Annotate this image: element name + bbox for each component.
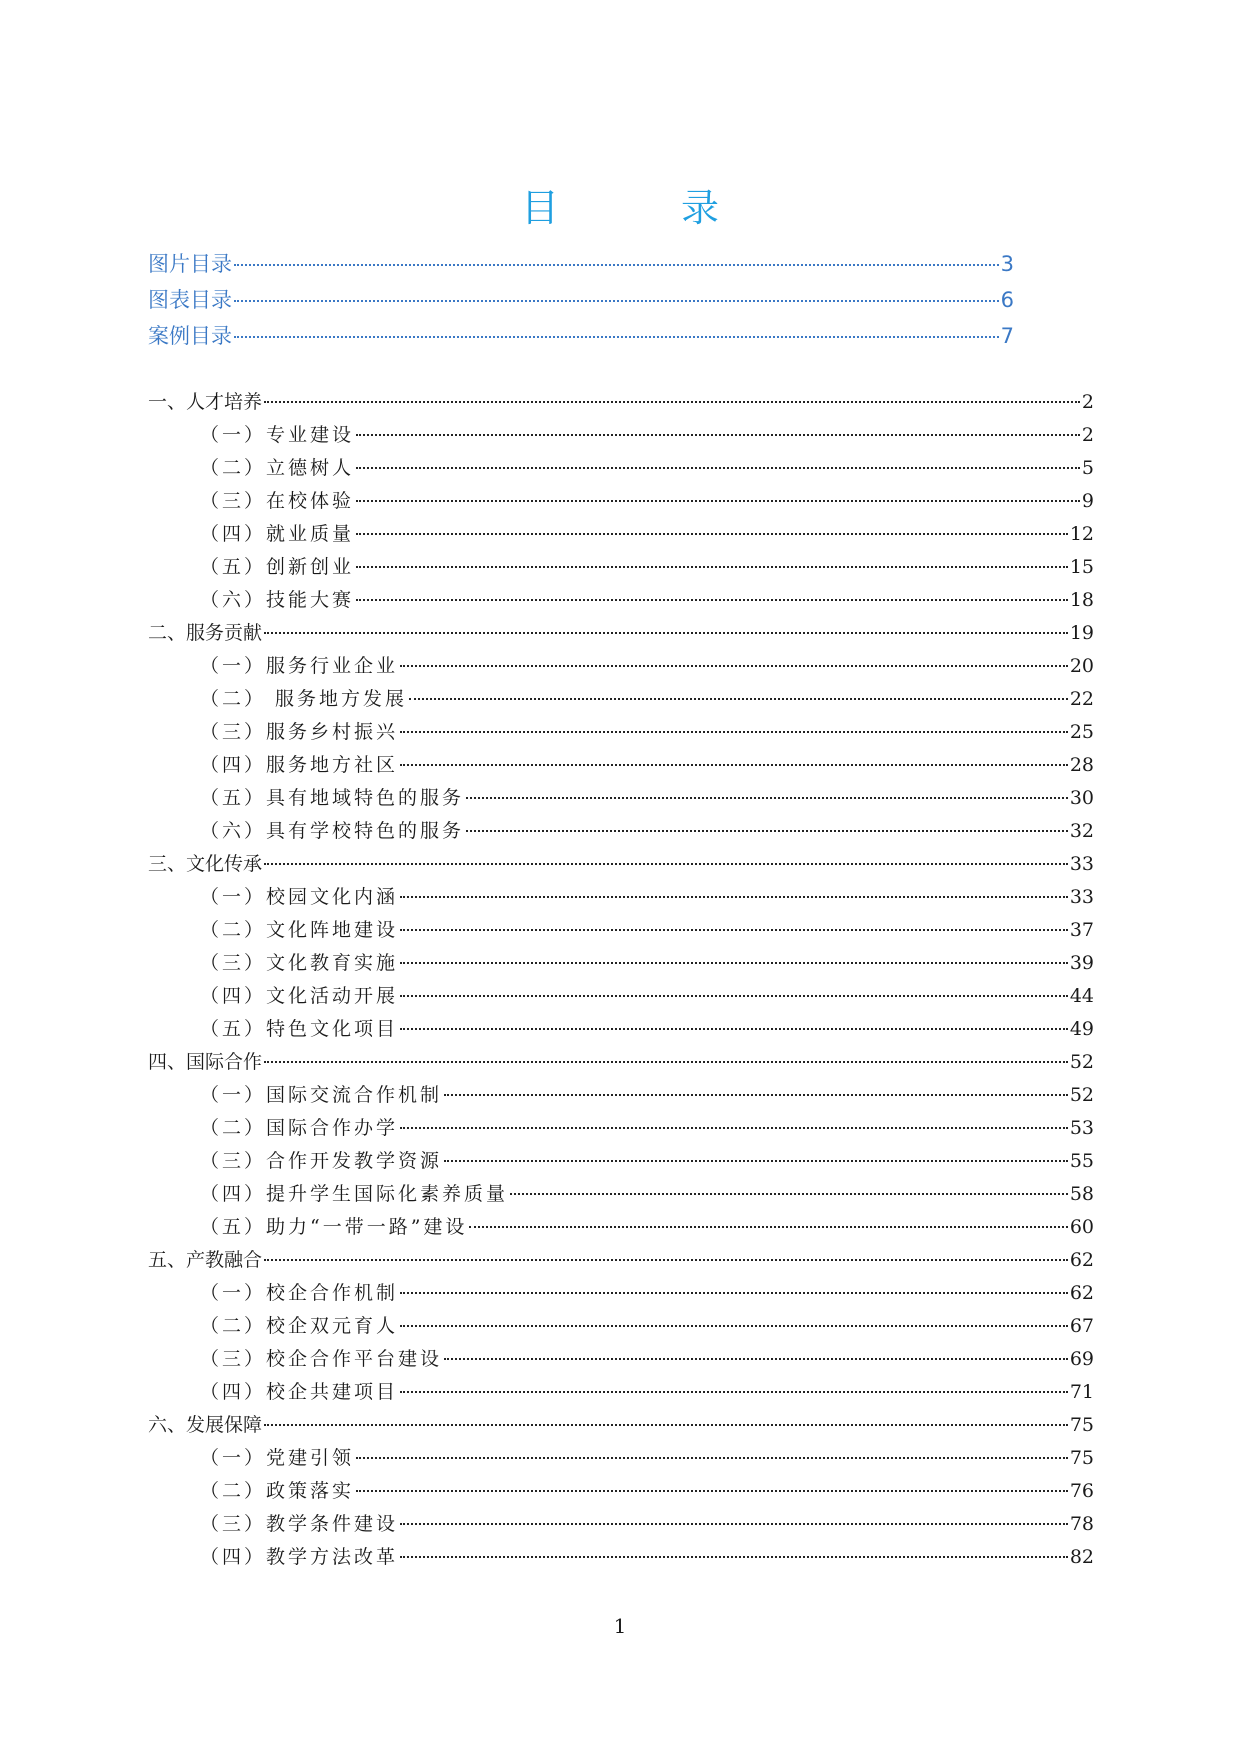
dot-leader	[264, 401, 1080, 403]
toc-link-row[interactable]	[148, 282, 1014, 318]
special-toc-list	[148, 246, 1014, 354]
toc-entry-page: 2	[1081, 424, 1094, 446]
dot-leader	[400, 962, 1068, 964]
toc-entry-label: （四）校企共建项目	[200, 1381, 399, 1403]
toc-entry-page: 75	[1069, 1447, 1094, 1469]
dot-leader	[400, 1028, 1068, 1030]
toc-entry-label: （三）校企合作平台建设	[200, 1348, 443, 1370]
dot-leader	[356, 434, 1080, 436]
toc-subsection-row[interactable]	[148, 518, 1094, 551]
toc-section-row[interactable]	[148, 386, 1094, 419]
toc-subsection-row[interactable]	[148, 1310, 1094, 1343]
dot-leader	[400, 1292, 1068, 1294]
toc-entry-label: （四）服务地方社区	[200, 754, 399, 776]
toc-entry-page: 39	[1069, 952, 1094, 974]
toc-entry-label: 图表目录	[148, 288, 232, 312]
toc-entry-page: 69	[1069, 1348, 1094, 1370]
dot-leader	[400, 1523, 1068, 1525]
toc-entry-label: （三）在校体验	[200, 490, 355, 512]
toc-entry-label: （五）助力“一带一路”建设	[200, 1216, 468, 1238]
toc-entry-label: （四）提升学生国际化素养质量	[200, 1183, 509, 1205]
toc-entry-label: （一）校园文化内涵	[200, 886, 399, 908]
toc-entry-label: 三、文化传承	[148, 853, 263, 875]
toc-subsection-row[interactable]	[148, 1178, 1094, 1211]
toc-entry-page: 52	[1069, 1051, 1094, 1073]
toc-entry-label: （五）具有地域特色的服务	[200, 787, 465, 809]
dot-leader	[400, 1127, 1068, 1129]
toc-entry-page: 78	[1069, 1513, 1094, 1535]
toc-subsection-row[interactable]	[148, 1508, 1094, 1541]
toc-entry-page: 55	[1069, 1150, 1094, 1172]
toc-subsection-row[interactable]	[148, 749, 1094, 782]
toc-entry-label: （五）创新创业	[200, 556, 355, 578]
toc-entry-label: （一）党建引领	[200, 1447, 355, 1469]
toc-section-row[interactable]	[148, 1409, 1094, 1442]
toc-subsection-row[interactable]	[148, 1079, 1094, 1112]
toc-entry-label: 二、服务贡献	[148, 622, 263, 644]
toc-entry-label: （三）合作开发教学资源	[200, 1150, 443, 1172]
toc-section-row[interactable]	[148, 617, 1094, 650]
toc-entry-label: （三）服务乡村振兴	[200, 721, 399, 743]
toc-link-row[interactable]	[148, 318, 1014, 354]
toc-entry-label: （一）校企合作机制	[200, 1282, 399, 1304]
toc-link-row[interactable]	[148, 246, 1014, 282]
toc-entry-label: （二）政策落实	[200, 1480, 355, 1502]
toc-entry-label: （二） 服务地方发展	[200, 688, 408, 710]
toc-entry-page: 32	[1069, 820, 1094, 842]
toc-entry-page: 44	[1069, 985, 1094, 1007]
toc-entry-page: 82	[1069, 1546, 1094, 1568]
dot-leader	[400, 1391, 1068, 1393]
toc-entry-label: 五、产教融合	[148, 1249, 263, 1271]
toc-entry-label: （四）文化活动开展	[200, 985, 399, 1007]
toc-subsection-row[interactable]	[148, 452, 1094, 485]
toc-entry-label: （六）技能大赛	[200, 589, 355, 611]
toc-entry-page: 25	[1069, 721, 1094, 743]
toc-entry-label: （三）教学条件建设	[200, 1513, 399, 1535]
toc-subsection-row[interactable]	[148, 1541, 1094, 1574]
toc-entry-label: （二）立德树人	[200, 457, 355, 479]
toc-entry-label: 四、国际合作	[148, 1051, 263, 1073]
toc-entry-page: 49	[1069, 1018, 1094, 1040]
toc-entry-page: 19	[1069, 622, 1094, 644]
page-number: 1	[613, 1614, 627, 1638]
toc-entry-page: 20	[1069, 655, 1094, 677]
toc-section-row[interactable]	[148, 1046, 1094, 1079]
toc-entry-label: （一）专业建设	[200, 424, 355, 446]
main-toc-list	[148, 386, 1094, 1574]
toc-subsection-row[interactable]	[148, 551, 1094, 584]
dot-leader	[356, 533, 1068, 535]
toc-subsection-row[interactable]	[148, 1475, 1094, 1508]
toc-entry-page: 62	[1069, 1249, 1094, 1271]
toc-subsection-row[interactable]	[148, 419, 1094, 452]
toc-entry-label: （三）文化教育实施	[200, 952, 399, 974]
toc-entry-page: 71	[1069, 1381, 1094, 1403]
toc-subsection-row[interactable]	[148, 881, 1094, 914]
toc-entry-label: 一、人才培养	[148, 391, 263, 413]
dot-leader	[356, 500, 1080, 502]
dot-leader	[400, 929, 1068, 931]
toc-entry-label: （四）就业质量	[200, 523, 355, 545]
toc-subsection-row[interactable]	[148, 1112, 1094, 1145]
toc-entry-page: 9	[1081, 490, 1094, 512]
toc-subsection-row[interactable]	[148, 1343, 1094, 1376]
dot-leader	[264, 1424, 1068, 1426]
toc-entry-page: 75	[1069, 1414, 1094, 1436]
dot-leader	[356, 1490, 1068, 1492]
dot-leader	[444, 1160, 1068, 1162]
toc-entry-label: （二）校企双元育人	[200, 1315, 399, 1337]
toc-subsection-row[interactable]	[148, 782, 1094, 815]
toc-entry-label: （五）特色文化项目	[200, 1018, 399, 1040]
toc-entry-page: 3	[1000, 252, 1014, 276]
toc-subsection-row[interactable]	[148, 683, 1094, 716]
toc-entry-page: 6	[1000, 288, 1014, 312]
toc-entry-page: 33	[1069, 853, 1094, 875]
toc-entry-label: （二）国际合作办学	[200, 1117, 399, 1139]
dot-leader	[409, 698, 1068, 700]
toc-subsection-row[interactable]	[148, 1277, 1094, 1310]
toc-entry-page: 52	[1069, 1084, 1094, 1106]
toc-entry-page: 15	[1069, 556, 1094, 578]
dot-leader	[264, 1061, 1068, 1063]
toc-entry-page: 12	[1069, 523, 1094, 545]
toc-entry-page: 67	[1069, 1315, 1094, 1337]
dot-leader	[400, 731, 1068, 733]
toc-entry-page: 53	[1069, 1117, 1094, 1139]
toc-entry-label: （二）文化阵地建设	[200, 919, 399, 941]
toc-subsection-row[interactable]	[148, 980, 1094, 1013]
toc-entry-page: 58	[1069, 1183, 1094, 1205]
toc-entry-page: 18	[1069, 589, 1094, 611]
toc-subsection-row[interactable]	[148, 1211, 1094, 1244]
dot-leader	[356, 467, 1080, 469]
dot-leader	[234, 264, 999, 266]
toc-entry-label: （一）服务行业企业	[200, 655, 399, 677]
toc-entry-label: （六）具有学校特色的服务	[200, 820, 465, 842]
toc-subsection-row[interactable]	[148, 1145, 1094, 1178]
toc-entry-page: 5	[1081, 457, 1094, 479]
toc-subsection-row[interactable]	[148, 947, 1094, 980]
toc-entry-page: 28	[1069, 754, 1094, 776]
toc-subsection-row[interactable]	[148, 815, 1094, 848]
dot-leader	[234, 300, 999, 302]
toc-entry-page: 62	[1069, 1282, 1094, 1304]
dot-leader	[400, 896, 1068, 898]
toc-subsection-row[interactable]	[148, 1442, 1094, 1475]
dot-leader	[510, 1193, 1068, 1195]
toc-subsection-row[interactable]	[148, 485, 1094, 518]
dot-leader	[466, 797, 1068, 799]
toc-entry-label: 六、发展保障	[148, 1414, 263, 1436]
toc-section-row[interactable]	[148, 848, 1094, 881]
toc-entry-page: 76	[1069, 1480, 1094, 1502]
toc-title: 目 录	[520, 186, 761, 230]
toc-subsection-row[interactable]	[148, 1013, 1094, 1046]
toc-entry-page: 30	[1069, 787, 1094, 809]
toc-entry-page: 22	[1069, 688, 1094, 710]
toc-entry-label: 案例目录	[148, 324, 232, 348]
dot-leader	[264, 1259, 1068, 1261]
toc-entry-page: 7	[1000, 324, 1014, 348]
toc-subsection-row[interactable]	[148, 716, 1094, 749]
dot-leader	[356, 1457, 1068, 1459]
dot-leader	[469, 1226, 1067, 1228]
toc-subsection-row[interactable]	[148, 1376, 1094, 1409]
dot-leader	[400, 665, 1068, 667]
toc-subsection-row[interactable]	[148, 650, 1094, 683]
dot-leader	[466, 830, 1068, 832]
dot-leader	[444, 1358, 1068, 1360]
dot-leader	[400, 1556, 1068, 1558]
dot-leader	[264, 863, 1068, 865]
dot-leader	[400, 995, 1068, 997]
toc-section-row[interactable]	[148, 1244, 1094, 1277]
dot-leader	[234, 336, 999, 338]
dot-leader	[356, 566, 1068, 568]
dot-leader	[400, 764, 1068, 766]
dot-leader	[444, 1094, 1068, 1096]
toc-subsection-row[interactable]	[148, 914, 1094, 947]
dot-leader	[264, 632, 1068, 634]
toc-entry-label: （四）教学方法改革	[200, 1546, 399, 1568]
dot-leader	[400, 1325, 1068, 1327]
toc-entry-label: （一）国际交流合作机制	[200, 1084, 443, 1106]
dot-leader	[356, 599, 1068, 601]
toc-entry-page: 60	[1069, 1216, 1094, 1238]
toc-entry-page: 33	[1069, 886, 1094, 908]
toc-entry-page: 2	[1081, 391, 1094, 413]
toc-subsection-row[interactable]	[148, 584, 1094, 617]
toc-entry-label: 图片目录	[148, 252, 232, 276]
toc-entry-page: 37	[1069, 919, 1094, 941]
